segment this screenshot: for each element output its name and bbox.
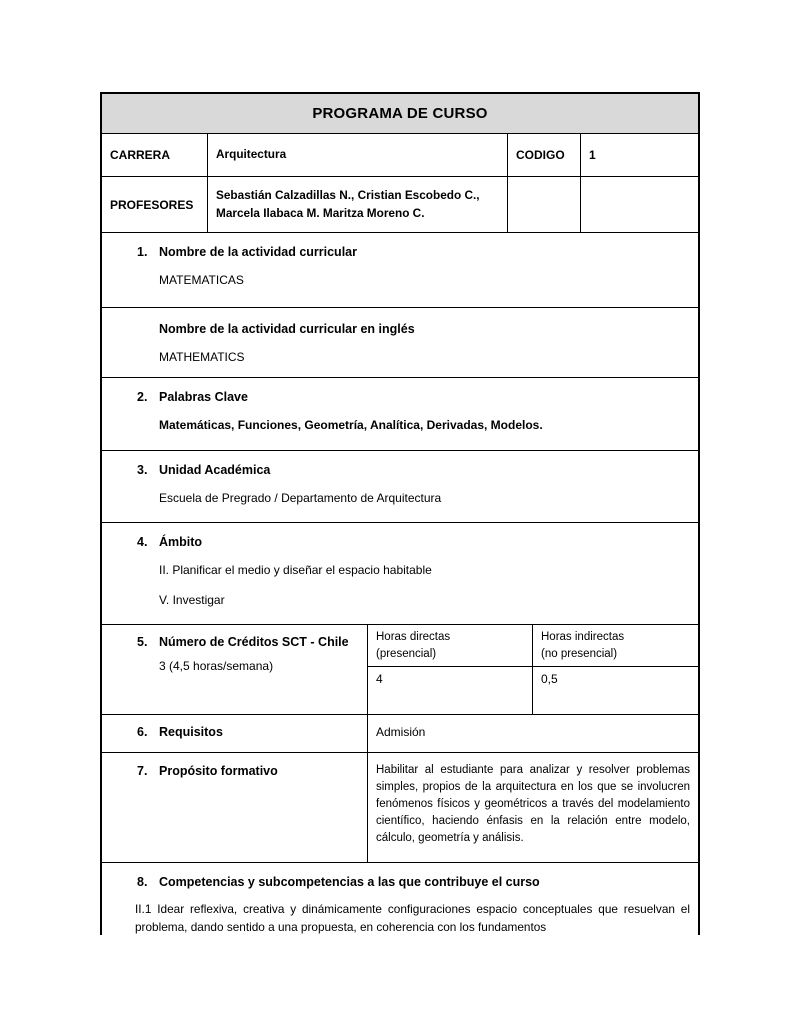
profesores-empty-cell-2: [580, 177, 698, 232]
section-3-title-row: [137, 463, 688, 477]
section-8-competencias: [102, 863, 698, 935]
section-8-title: Competencias y subcompetencias a las que contribuye el curso: [159, 875, 540, 889]
carrera-row: [102, 134, 698, 177]
section-3-unidad-academica: [102, 451, 698, 523]
document-title: PROGRAMA DE CURSO: [102, 94, 698, 134]
section-7-proposito: [102, 753, 698, 863]
section-7-number: 7.: [137, 764, 148, 778]
horas-indirectas-sublabel: (no presencial): [541, 647, 618, 660]
section-8-title-row: [137, 875, 690, 889]
carrera-label: CARRERA: [110, 148, 170, 162]
section-4-number: 4.: [137, 535, 148, 549]
profesores-value: Sebastián Calzadillas N., Cristian Escobedo C., Marcela Ilabaca M. Maritza Moreno C.: [207, 177, 507, 232]
section-4-line-2: V. Investigar: [159, 593, 225, 607]
section-5-body: 3 (4,5 horas/semana): [159, 659, 274, 673]
profesores-label: PROFESORES: [110, 197, 194, 212]
section-4-title-row: [137, 535, 688, 549]
section-8-body: II.1 Idear reflexiva, creativa y dinámicamente configuraciones espacio conceptuales que resuelvan el problema, dando sentido a una propuesta, en coherencia con los fundamentos: [135, 902, 690, 934]
horas-directas-value: 4: [376, 672, 383, 686]
horas-directas-column: [367, 625, 532, 714]
section-7-title-row: [137, 764, 359, 778]
section-1-number: 1.: [137, 245, 148, 259]
section-7-left-cell: [102, 753, 367, 862]
section-2-palabras-clave: [102, 378, 698, 451]
section-5-left-cell: [102, 625, 367, 714]
section-1en-body: MATHEMATICS: [159, 350, 245, 364]
section-2-number: 2.: [137, 390, 148, 404]
section-2-body: Matemáticas, Funciones, Geometría, Analítica, Derivadas, Modelos.: [159, 418, 543, 432]
section-6-title-row: [137, 725, 359, 739]
section-1-title-row: [137, 245, 688, 259]
horas-directas-label: Horas directas: [376, 631, 451, 643]
section-4-title: Ámbito: [159, 535, 203, 549]
section-5-title-row: [137, 635, 359, 649]
section-6-left-cell: [102, 715, 367, 752]
section-5-creditos: [102, 625, 698, 715]
course-program-table: [100, 92, 700, 935]
horas-indirectas-label: Horas indirectas: [541, 631, 625, 643]
horas-directas-sublabel: (presencial): [376, 647, 437, 660]
section-3-body: Escuela de Pregrado / Departamento de Arquitectura: [159, 491, 442, 505]
section-7-body: Habilitar al estudiante para analizar y resolver problemas simples, propios de la arquitectura en los que se involucren fenómenos físicos y geométricos a través del modelamiento científico, haciendo énfasis en la relación entre modelo, cálculo, geometría y análisis.: [367, 753, 698, 862]
section-1-nombre-ingles: [102, 308, 698, 378]
horas-indirectas-column: [532, 625, 698, 714]
codigo-label: CODIGO: [507, 134, 580, 176]
section-1-body: MATEMATICAS: [159, 273, 244, 287]
section-2-title: Palabras Clave: [159, 390, 248, 404]
section-4-ambito: [102, 523, 698, 625]
section-1en-title: Nombre de la actividad curricular en inglés: [159, 322, 415, 336]
profesores-row: [102, 177, 698, 233]
section-6-requisitos: [102, 715, 698, 753]
section-6-number: 6.: [137, 725, 148, 739]
section-8-number: 8.: [137, 875, 148, 889]
horas-indirectas-header: [533, 625, 698, 667]
horas-indirectas-value: 0,5: [541, 672, 558, 686]
section-2-title-row: [137, 390, 688, 404]
section-5-number: 5.: [137, 635, 148, 649]
carrera-value: Arquitectura: [207, 134, 507, 176]
section-7-title: Propósito formativo: [159, 764, 278, 778]
section-4-line-1: II. Planificar el medio y diseñar el espacio habitable: [159, 563, 432, 577]
section-3-number: 3.: [137, 463, 148, 477]
horas-directas-header: [368, 625, 532, 667]
section-6-value: Admisión: [367, 715, 698, 752]
section-6-title: Requisitos: [159, 725, 223, 739]
section-1-nombre-actividad: [102, 233, 698, 308]
codigo-value: 1: [580, 134, 698, 176]
section-1-title: Nombre de la actividad curricular: [159, 245, 357, 259]
profesores-empty-cell-1: [507, 177, 580, 232]
section-3-title: Unidad Académica: [159, 463, 271, 477]
section-5-title: Número de Créditos SCT - Chile: [159, 635, 349, 649]
